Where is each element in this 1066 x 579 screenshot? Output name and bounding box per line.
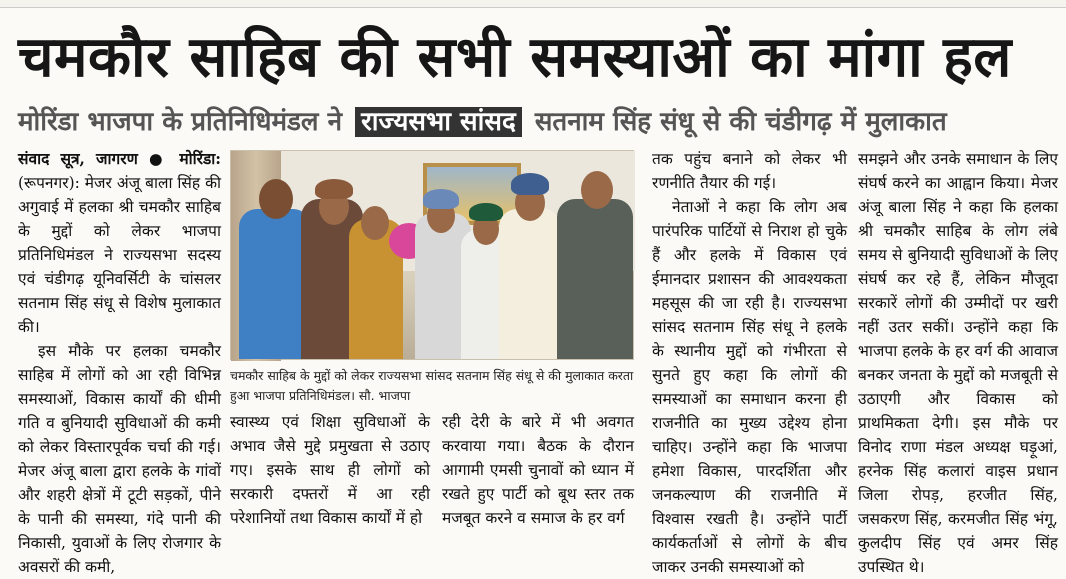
subhead-after: सतनाम सिंह संधू से की चंडीगढ़ में मुलाकात [534, 107, 947, 137]
dateline: संवाद सूत्र, जागरण ● मोरिंडा: [18, 149, 221, 168]
col1-para-1 [18, 147, 221, 339]
subhead-highlight: राज्यसभा सांसद [355, 107, 522, 137]
col1-para-2: इस मौके पर हलका चमकौर साहिब में लोगों को आ रही विभिन्न समस्याओं, विकास कार्यों की धीमी गति व बुनियादी सुविधाओं की कमी को लेकर विस्तारपूर्वक चर्चा की गई। मेजर अंजू बाला द्वारा हलके के गांवों और शहरी क्षेत्रों में टूटी सड़कों, पीने के पानी की समस्या, गंदे पानी की निकासी, युवाओं के लिए रोजगार के अवसरों की कमी, [18, 342, 221, 576]
photo-turban-4 [423, 189, 459, 209]
article-column-1 [18, 147, 221, 576]
photo-person-7 [557, 199, 633, 359]
photo-person-6 [499, 209, 561, 359]
article-column-5 [858, 147, 1058, 576]
subhead-before: मोरिंडा भाजपा के प्रतिनिधिमंडल ने [18, 107, 343, 137]
news-photo [230, 150, 634, 360]
photo-turban-2 [315, 179, 353, 199]
article-column-2 [230, 410, 430, 527]
col4-para-1: तक पहुंच बनाने को लेकर भी रणनीति तैयार की गई। [652, 150, 847, 192]
photo-head-3 [361, 206, 389, 240]
article-column-4 [652, 147, 847, 576]
col5-text: समझने और उनके समाधान के लिए संघर्ष करने का आह्वान किया। मेजर अंजू बाला सिंह ने कहा कि हलका श्री चमकौर साहिब के लोग लंबे समय से बुनियादी सुविधाओं के लिए संघर्ष कर रहे हैं, लेकिन मौजूदा सरकारें लोगों की उम्मीदों पर खरी नहीं उतर सकीं। उन्होंने कहा कि भाजपा हलके के हर वर्ग की आवाज बनकर जनता के मुद्दों को मजबूती से उठाएगी और विकास को प्राथमिकता देगी। इस मौके पर विनोद राणा मंडल अध्यक्ष घड़ूआं, हरनेक सिंह कलारां वाइस प्रधान जिला रोपड़, हरजीत सिंह, जसकरण सिंह, करमजीत सिंह भंगू, कुलदीप सिंह एवं अमर सिंह उपस्थित थे। [858, 150, 1058, 576]
page-top-strip [0, 0, 1066, 8]
col3-text: रही देरी के बारे में भी अवगत करवाया गया। बैठक के दौरान आगामी एमसी चुनावों को ध्यान में रखते हुए पार्टी को बूथ स्तर तक मजबूत करने व समाज के हर वर्ग [442, 413, 634, 527]
photo-turban-6 [511, 173, 549, 195]
col4-para-2: नेताओं ने कहा कि लोग अब पारंपरिक पार्टियों से निराश हो चुके हैं और हलके में विकास एवं ईमानदार प्रशासन की आवश्यकता महसूस की जा रही है। राज्यसभा सांसद सतनाम सिंह संधू ने हलके के स्थानीय मुद्दों को गंभीरता से सुनते हुए कहा कि लोगों की समस्याओं का समाधान करना ही राजनीति का मुख्य उद्देश्य होना चाहिए। उन्होंने कहा कि भाजपा हमेशा विकास, पारदर्शिता और जनकल्याण की राजनीति में विश्वास रखती है। उन्होंने पार्टी कार्यकर्ताओं से लोगों के बीच जाकर उनकी समस्याओं को [652, 198, 847, 576]
subheadline [18, 102, 1048, 142]
col2-text: स्वास्थ्य एवं शिक्षा सुविधाओं के अभाव जैसे मुद्दे प्रमुखता से उठाए गए। इसके साथ ही लोगों को सरकारी दफ्तरों में आ रही परेशानियों तथा विकास कार्यों में हो [230, 413, 430, 527]
photo-head-1 [259, 179, 293, 219]
article-column-3 [442, 410, 634, 527]
col1-text-1: (रूपनगर): मेजर अंजू बाला सिंह की अगुवाई में हलका श्री चमकौर साहिब के मुद्दों को लेकर भाजपा प्रतिनिधिमंडल ने राज्यसभा सदस्य एवं चंडीगढ़ यूनिवर्सिटी के चांसलर सतनाम सिंह संधू से विशेष मुलाकात की। [18, 174, 221, 336]
photo-caption: चमकौर साहिब के मुद्दों को लेकर राज्यसभा सांसद सतनाम सिंह संधू से की मुलाकात करता हुआ भाजपा प्रतिनिधिमंडल। सौ. भाजपा [230, 368, 634, 403]
photo-head-7 [581, 171, 613, 209]
photo-turban-5 [469, 203, 503, 221]
headline: चमकौर साहिब की सभी समस्याओं का मांगा हल [18, 25, 1012, 90]
